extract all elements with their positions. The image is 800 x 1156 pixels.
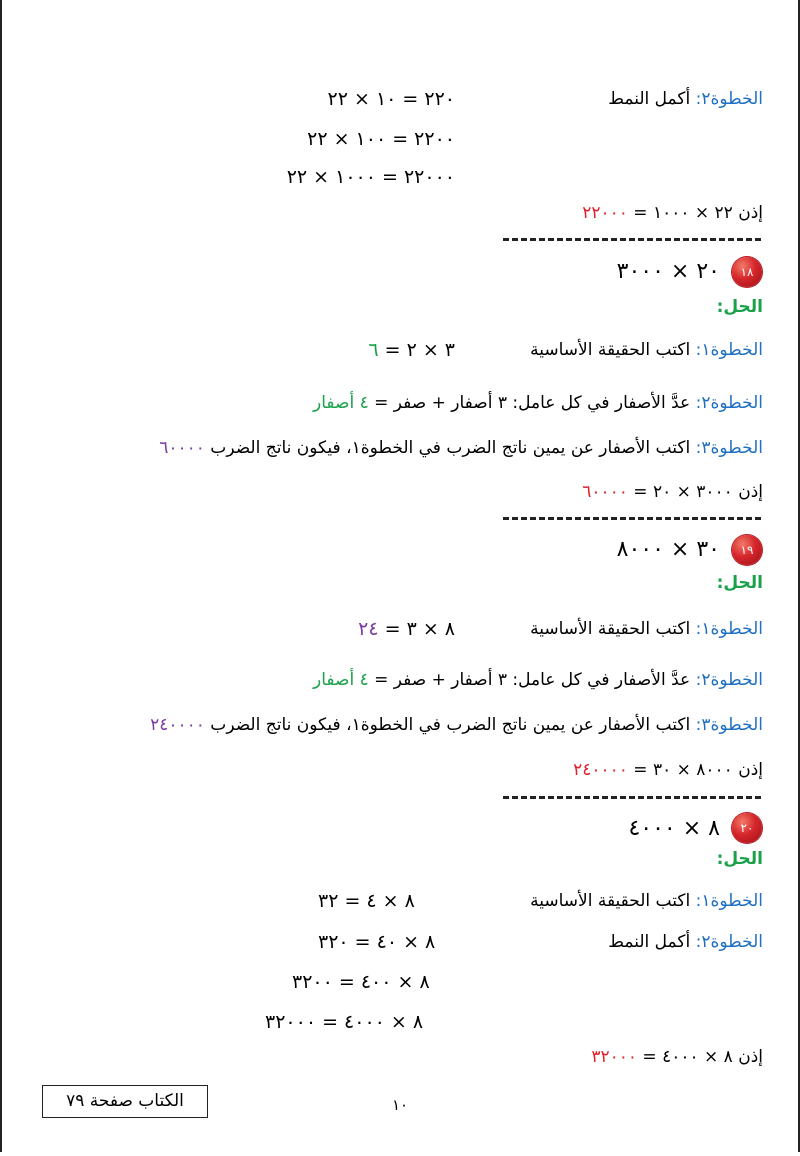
problem-expression: ٣٠ × ٨٠٠٠ [616, 537, 720, 562]
step-text: اكتب الأصفار عن يمين ناتج الضرب في الخطوة١، فيكون ناتج الضرب [204, 715, 691, 735]
product-value: ٦٠٠٠٠ [159, 438, 205, 458]
pattern-equation: ٢٢٠ = ١٠ × ٢٢ [327, 88, 455, 110]
section-divider [503, 796, 761, 799]
pattern-equation: ٢٢٠٠ = ١٠٠ × ٢٢ [307, 128, 455, 150]
step2-line [313, 669, 763, 691]
solution-label: الحل: [716, 297, 763, 317]
step-label: الخطوة١: [695, 891, 763, 911]
zeros-count: ٤ أصفار [313, 393, 369, 413]
step-label: الخطوة٣: [695, 438, 763, 458]
section-divider [503, 517, 761, 520]
basic-fact-text: ٨ × ٣ = [378, 618, 455, 640]
step2-line [608, 88, 763, 110]
step-text: اكتب الحقيقة الأساسية [530, 891, 691, 911]
basic-fact-equation: ٨ × ٤ = ٣٢ [318, 890, 415, 912]
step2-line [608, 931, 763, 953]
basic-fact-text: ٣ × ٢ = [378, 339, 455, 361]
problem-number-badge: ١٨ [732, 257, 762, 287]
conclusion-text: إذن ٢٢ × ١٠٠٠ = [627, 203, 763, 223]
problem-expression: ٨ × ٤٠٠٠ [628, 816, 720, 841]
conclusion-line [582, 481, 763, 503]
answer-value: ٢٢٠٠٠ [582, 203, 628, 223]
product-value: ٢٤٠٠٠٠ [150, 715, 205, 735]
step-text: عدَّ الأصفار في كل عامل: ٣ أصفار + صفر = [368, 670, 691, 690]
basic-fact-result: ٦ [368, 339, 379, 361]
conclusion-line [591, 1046, 763, 1068]
problem-number-badge: ١٩ [732, 535, 762, 565]
step-text: أكمل النمط [608, 932, 691, 952]
step1-line [530, 890, 763, 912]
conclusion-text: إذن ٣٠٠٠ × ٢٠ = [627, 482, 763, 502]
step3-line [159, 437, 763, 459]
step-label: الخطوة١: [695, 340, 763, 360]
step-label: الخطوة٢: [695, 393, 763, 413]
step1-line [530, 618, 763, 640]
pattern-equation: ٨ × ٤٠ = ٣٢٠ [318, 931, 436, 953]
step-label: الخطوة٢: [695, 932, 763, 952]
answer-value: ٦٠٠٠٠ [582, 482, 628, 502]
basic-fact-equation [368, 339, 455, 361]
solution-label: الحل: [716, 573, 763, 593]
section-divider [503, 238, 761, 241]
step-text: اكتب الحقيقة الأساسية [530, 340, 691, 360]
step-text: اكتب الحقيقة الأساسية [530, 619, 691, 639]
step-label: الخطوة٢: [695, 670, 763, 690]
step-text: عدَّ الأصفار في كل عامل: ٣ أصفار + صفر = [368, 393, 691, 413]
step-label: الخطوة١: [695, 619, 763, 639]
step-label: الخطوة٢: [695, 89, 763, 109]
step3-line [150, 714, 763, 736]
pattern-equation: ٨ × ٤٠٠ = ٣٢٠٠ [292, 971, 430, 993]
basic-fact-result: ٢٤ [358, 618, 379, 640]
conclusion-text: إذن ٨ × ٤٠٠٠ = [637, 1047, 763, 1067]
conclusion-line [573, 759, 763, 781]
conclusion-text: إذن ٨٠٠٠ × ٣٠ = [627, 760, 763, 780]
pattern-equation: ٢٢٠٠٠ = ١٠٠٠ × ٢٢ [286, 166, 455, 188]
book-page-reference: الكتاب صفحة ٧٩ [42, 1085, 208, 1118]
basic-fact-equation [358, 618, 455, 640]
step1-line [530, 339, 763, 361]
page-number: ١٠ [392, 1096, 409, 1114]
step-text: أكمل النمط [608, 89, 691, 109]
conclusion-line [582, 202, 763, 224]
step-label: الخطوة٣: [695, 715, 763, 735]
answer-value: ٣٢٠٠٠ [591, 1047, 638, 1067]
answer-value: ٢٤٠٠٠٠ [573, 760, 628, 780]
pattern-equation: ٨ × ٤٠٠٠ = ٣٢٠٠٠ [265, 1011, 424, 1033]
zeros-count: ٤ أصفار [313, 670, 369, 690]
solution-label: الحل: [716, 849, 763, 869]
problem-expression: ٢٠ × ٣٠٠٠ [616, 259, 720, 284]
step2-line [313, 392, 763, 414]
problem-number-badge: ٢٠ [732, 813, 762, 843]
step-text: اكتب الأصفار عن يمين ناتج الضرب في الخطوة١، فيكون ناتج الضرب [204, 438, 691, 458]
